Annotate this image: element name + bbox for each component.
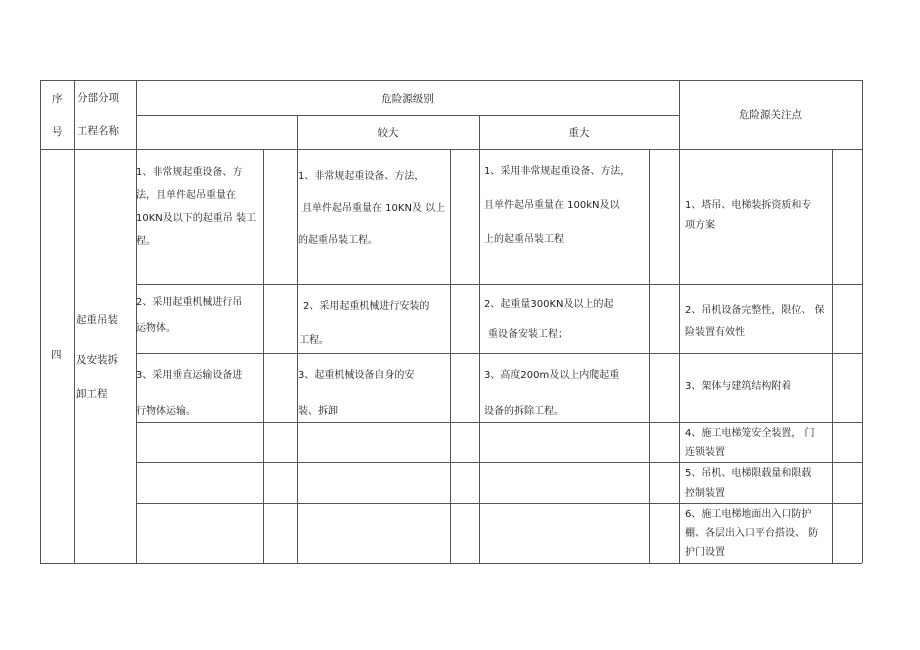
- row3-larger: [298, 358, 453, 430]
- text-line: 上的起重吊装工程: [484, 234, 564, 245]
- text-line: 的起重吊装工程。: [298, 235, 378, 246]
- header-focus-title: 危险源关注点: [739, 109, 802, 121]
- text-line: 程。: [136, 236, 156, 247]
- header-section-line1: 分部分项: [77, 92, 119, 104]
- text-line: 2、采用起重机械进行安装的: [303, 301, 430, 312]
- text-line: 行物体运输。: [136, 406, 196, 417]
- row3-focus: [685, 376, 835, 398]
- text-line: 设备的拆除工程。: [484, 406, 564, 417]
- row1-focus: [685, 196, 835, 236]
- text-line: 3、高度200m及以上内爬起重: [484, 370, 620, 381]
- header-level-major: 重大: [568, 127, 590, 139]
- text-line: 连锁装置: [685, 447, 725, 458]
- text-line: 1、非常规起重设备、方法，: [298, 171, 425, 182]
- rule-left: [40, 80, 41, 563]
- rule-header-bottom: [40, 149, 862, 150]
- text-line: 5、吊机、电梯限载量和限载: [685, 468, 812, 479]
- text-line: 1、非常规起重设备、方: [136, 167, 243, 178]
- row1-general: [136, 161, 264, 253]
- row6-focus: [685, 505, 835, 562]
- row4-focus: [685, 424, 835, 462]
- text-line: 重设备安装工程；: [488, 329, 568, 340]
- body-section-line3: 卸工程: [76, 388, 108, 400]
- row1-major: [484, 155, 654, 257]
- text-line: 且单件起吊重量在 100kN及以: [484, 200, 620, 211]
- header-seq-bottom: 号: [52, 126, 63, 138]
- text-line: 法，且单件起吊重量在: [136, 190, 236, 201]
- row5-focus: [685, 464, 835, 504]
- text-line: 3、起重机械设备自身的安: [298, 370, 415, 381]
- text-line: 3、采用垂直运输设备进: [136, 370, 243, 381]
- text-line: 1、塔吊、电梯装拆资质和专: [685, 200, 812, 211]
- text-line: 运物体。: [136, 323, 176, 334]
- text-line: 3、架体与建筑结构附着: [685, 381, 792, 392]
- row3-major: [484, 358, 654, 430]
- body-section-line1: 起重吊装: [76, 314, 118, 326]
- rule-top: [40, 80, 862, 81]
- text-line: 2、吊机设备完整性，限位、 保: [685, 305, 825, 316]
- rule-row2: [136, 353, 862, 354]
- rule-right: [862, 80, 863, 563]
- rule-major: [479, 115, 480, 563]
- rule-focus: [679, 80, 680, 563]
- text-line: 控制装置: [685, 488, 725, 499]
- header-level-title: 危险源级别: [381, 93, 434, 105]
- text-line: 护门设置: [685, 547, 725, 558]
- row2-general: [136, 290, 264, 342]
- header-section-line2: 工程名称: [77, 125, 119, 137]
- text-line: 棚、各层出入口平台搭设、 防: [685, 528, 819, 539]
- text-line: 工程。: [299, 335, 329, 346]
- text-line: 且单件起吊重量在 10KN及 以上: [302, 203, 446, 214]
- rule-level-split: [136, 115, 679, 116]
- row2-larger: [299, 290, 454, 358]
- text-line: 项方案: [685, 220, 715, 231]
- rule-row4: [136, 462, 862, 463]
- text-line: 1、采用非常规起重设备、方法，: [484, 166, 631, 177]
- text-line: 险装置有效性: [685, 327, 745, 338]
- rule-row1: [136, 284, 862, 285]
- row2-major: [484, 290, 654, 350]
- text-line: 2、起重量300KN及以上的起: [484, 299, 614, 310]
- rule-seq: [74, 80, 75, 563]
- header-level-larger: 较大: [377, 127, 399, 139]
- body-seq: 四: [51, 349, 62, 361]
- text-line: 装、拆卸: [298, 406, 338, 417]
- text-line: 6、施工电梯地面出入口防护: [685, 509, 812, 520]
- row2-focus: [685, 300, 835, 344]
- text-line: 2、采用起重机械进行吊: [136, 297, 243, 308]
- row3-general: [136, 358, 264, 430]
- body-section-line2: 及安装拆: [76, 354, 118, 366]
- row1-larger: [298, 161, 458, 257]
- header-seq-top: 序: [52, 93, 63, 105]
- rule-bottom: [40, 563, 862, 564]
- text-line: 10KN及以下的起重吊 装工: [136, 213, 256, 224]
- text-line: 4、施工电梯笼安全装置， 门: [685, 428, 815, 439]
